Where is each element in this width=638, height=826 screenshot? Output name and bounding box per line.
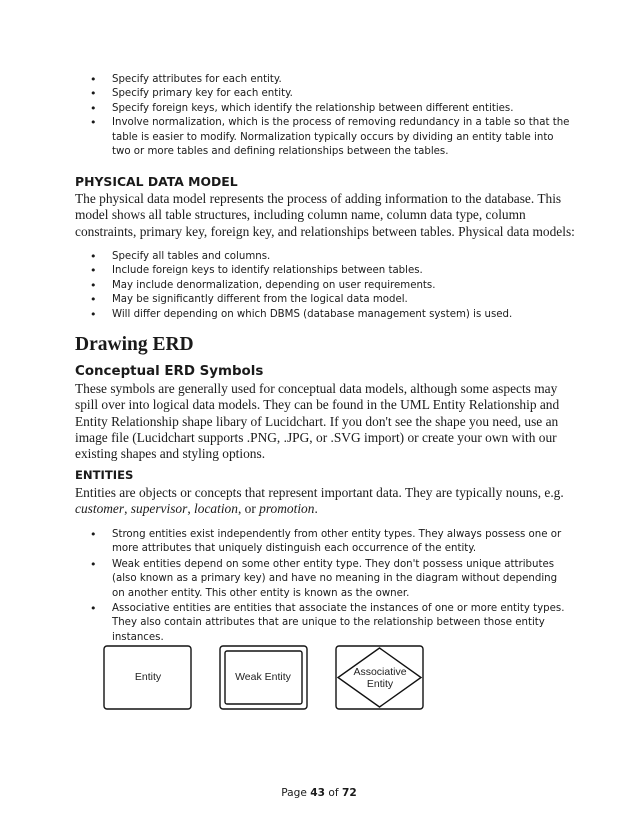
list-item: • Will differ depending on which DBMS (database management system) is used. [90, 308, 570, 322]
entity-shape-label: Entity [134, 671, 162, 683]
entities-paragraph-text: Entities are objects or concepts that represent important data. They are typically nouns, e.g. [75, 485, 564, 500]
list-item: • Specify all tables and columns. [90, 250, 570, 264]
page-footer [0, 787, 638, 799]
associative-entity-shape [336, 646, 423, 709]
list-item: • Involve normalization, which is the process of removing redundancy in a table so that the table is easier to modify. Normalization typically occurs by dividing an entity table into two or more tables and defining relationships between the tables. [90, 116, 570, 159]
entity-shape [104, 646, 191, 709]
conceptual-erd-symbols-heading: Conceptual ERD Symbols [75, 364, 264, 379]
example-term: location [194, 501, 238, 517]
list-item: • May be significantly different from the logical data model. [90, 293, 570, 307]
physical-data-model-paragraph: The physical data model represents the process of adding information to the database. This model shows all table structures, including column name, column data type, column constraints, primary key, foreign key, and relationships between tables. Physical data models: [75, 191, 575, 239]
footer-text: Page [281, 787, 311, 799]
current-page-number: 43 [310, 787, 326, 799]
list-item: • Include foreign keys to identify relationships between tables. [90, 264, 570, 278]
list-item: • May include denormalization, depending on user requirements. [90, 279, 570, 293]
example-term: customer [75, 501, 125, 517]
separator: , [187, 501, 195, 517]
separator: , [124, 501, 131, 517]
footer-text: of [325, 787, 342, 799]
total-page-count: 72 [341, 787, 357, 799]
list-item: • Specify attributes for each entity. [90, 73, 570, 87]
weak-entity-shape [220, 646, 307, 709]
drawing-erd-heading: Drawing ERD [75, 334, 194, 355]
associative-entity-label-line1: Associative [353, 666, 407, 678]
physical-data-model-heading: PHYSICAL DATA MODEL [75, 174, 238, 189]
list-item: • Specify foreign keys, which identify the relationship between different entities. [90, 102, 570, 116]
conceptual-symbols-paragraph: These symbols are generally used for conceptual data models, although some aspects may spill over into logical data models. They can be found in the UML Entity Relationship and Entity Relationship shape libary of Lucidchart. If you don't see the shape you need, use an image file (Lucidchart supports .PNG, .JPG, or .SVG import) or create your own with our existing shapes and styling options. [75, 381, 560, 462]
separator: , or [237, 501, 260, 517]
list-item: • Specify primary key for each entity. [90, 87, 570, 101]
example-term: supervisor [130, 501, 188, 517]
separator: . [314, 501, 318, 517]
list-item: • Weak entities depend on some other entity type. They don't possess unique attributes (also known as a primary key) and have no meaning in the diagram without depending on another entity. This other entity is known as the owner. [90, 558, 570, 601]
example-term: promotion [259, 501, 315, 517]
list-item: • Associative entities are entities that associate the instances of one or more entity types. They also contain attributes that are unique to the relationship between those entity instances. [90, 602, 570, 645]
weak-entity-shape-label: Weak Entity [235, 671, 291, 683]
entities-heading: ENTITIES [75, 468, 134, 482]
list-item: • Strong entities exist independently from other entity types. They always possess one or more attributes that uniquely distinguish each occurrence of the entity. [90, 528, 570, 557]
associative-entity-label-line2: Entity [366, 678, 394, 690]
